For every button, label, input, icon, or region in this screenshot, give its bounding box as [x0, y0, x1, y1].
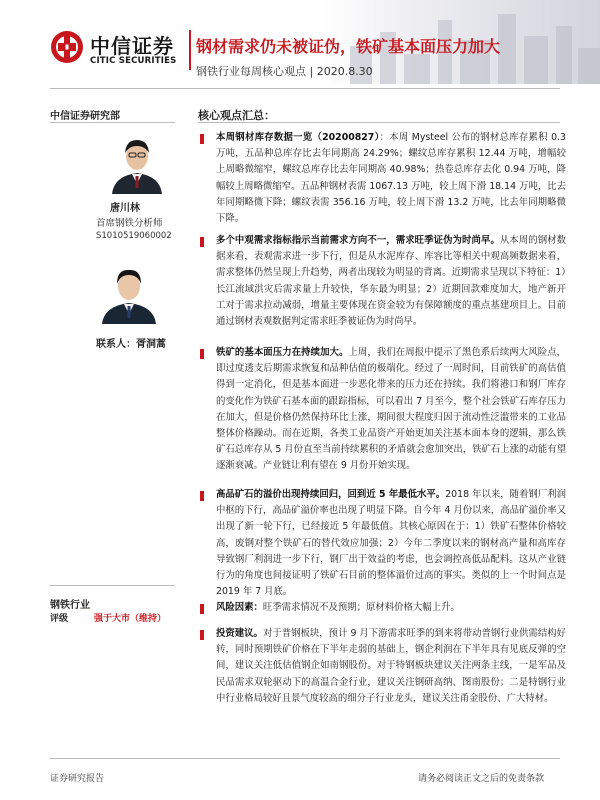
footer-report-type: 证券研究报告 [50, 774, 105, 784]
rating-value: 强于大市（维持） [94, 614, 167, 624]
industry-label: 钢铁行业 [50, 600, 90, 611]
footer-rule [50, 758, 560, 759]
left-rule [50, 122, 175, 123]
citic-logo-icon [50, 30, 84, 64]
contact-avatar [98, 262, 160, 324]
analyst-name: 唐川林 [110, 203, 140, 214]
paragraph-bullet [200, 349, 204, 359]
paragraph-premium-ore: 高品矿石的溢价出现持续回归，回到近 5 年最低水平。2018 年以来，随着钢厂利润中枢的下行，高品矿溢价率也出现了明显下降。自今年 4 月份以来，高品矿溢价率又出现了新一轮下行，已经接近 5 年最低值。其核心原因在于：1）铁矿石整体价格较高，废钢对整个铁矿石的替代效应加强；2）今年二季度以来的钢材高产量和高库存导致钢厂利润进一步下行，钢厂出于效益的考虑，也会调控高低品配料。这从产业链行为的角度也间接证明了铁矿石目前的整体溢价过高的事实。类似的上一个时间点是 2019 年 7 月底。 [216, 489, 566, 598]
paragraph-bullet [200, 134, 204, 144]
footer-disclaimer: 请务必阅读正文之后的免责条款 [418, 774, 545, 784]
paragraph-demand: 多个中观需求指标指示当前需求方向不一，需求旺季证伪为时尚早。从本周的钢材数据来看，表观需求进一步下行，但是从水泥库存、库容比等相关中观高频数据来看，需求整体仍然呈现上升趋势，两者出现较为明显的背离。近期需求呈现以下特征：1）长江流域洪灾后需求量上升较快，华东最为明显；2）近期回款难度加大，地产新开工对于需求拉动减弱，增量主要体现在资金较为有保障额度的重点基建项目上。目前通过钢材表观数据判定需求旺季被证伪为时尚早。 [216, 235, 566, 328]
report-title: 钢材需求仍未被证伪，铁矿基本面压力加大 [196, 37, 501, 56]
report-subtitle: 钢铁行业每周核心观点 | 2020.8.30 [196, 65, 373, 78]
rating-label: 评级 [50, 614, 69, 624]
brand-name-cn: 中信证券 [90, 34, 174, 58]
paragraph-iron-ore: 铁矿的基本面压力在持续加大。上周，我们在周报中提示了黑色系后续两大风险点，即过度透支后期需求恢复和品种估值的极端化。经过了一周时间，目前铁矿的高估值得到一定消化，但是基本面进一步恶化带来的压力还在持续。我们将港口和钢厂库存的变化作为铁矿石基本面的跟踪指标，可以看出 7 月至今，整个社会铁矿石库存压力在加大，但是价格仍然保持环比上涨，期间很大程度归因于流动性泛滥带来的工业品整体价格躁动。而在近期，各类工业品资产开始更加关注基本面本身的逻辑，那么铁矿石总库存从 5 月份直至当前持续累积的矛盾就会愈加突出，铁矿石上涨的动能有望逐渐衰减。产业链让利有望在 9 月份开始实现。 [216, 347, 566, 472]
contact-person: 联系人：胥洞蒿 [96, 339, 166, 350]
paragraph-inventory: 本周钢材库存数据一览（20200827）：本周 Mysteel 公布的钢材总库存累积 0.3 万吨，五品种总库存比去年同期高 24.29%；螺纹总库存累积 12.44 万吨，增幅较上周略微缩窄，螺纹总库存比去年同期高 40.98%；热卷总库存去化 0.94 万吨，降幅较上周略微缩窄。五品种钢材表需 1067.13 万吨，较上周下滑 18.14 万吨，比去年同期略微下降；螺纹表需 356.16 万吨，较上周下滑 13.2 万吨，比去年同期略微下降。 [216, 132, 566, 225]
research-institute: 中信证券研究部 [50, 111, 120, 122]
header-divider [189, 30, 191, 70]
report-header [0, 0, 600, 92]
paragraph-bullet [200, 237, 204, 247]
left-rule-lower [50, 585, 175, 586]
header-rule [50, 88, 560, 89]
paragraph-bullet [200, 604, 204, 614]
brand-name-en: CITIC SECURITIES [90, 56, 177, 66]
paragraph-investment: 投资建议。对于普钢板块，预计 9 月下游需求旺季的到来将带动普钢行业供需结构好转，同时预期铁矿价格在下半年走弱的基础上，钢企利润在下半年具有见底反弹的空间，建议关注低估值钢企如南钢股份。对于特钢板块建议关注两条主线，一是军品及民品需求双轮驱动下的高温合金行业，建议关注钢研高纳、图南股份；二是特钢行业中行业格局较好且景气度较高的细分子行业龙头，建议关注甬金股份、广大特材。 [216, 628, 566, 704]
paragraph-bullet [200, 491, 204, 501]
section-title: 核心观点汇总： [198, 109, 275, 122]
paragraph-bullet [200, 630, 204, 640]
analyst-certificate: S1010519060002 [96, 231, 172, 241]
analyst-avatar [106, 132, 168, 194]
paragraph-risk: 风险因素：旺季需求情况不及预期；原材料价格大幅上升。 [216, 602, 460, 613]
right-rule [198, 122, 560, 123]
analyst-role: 首席钢铁分析师 [96, 218, 163, 229]
